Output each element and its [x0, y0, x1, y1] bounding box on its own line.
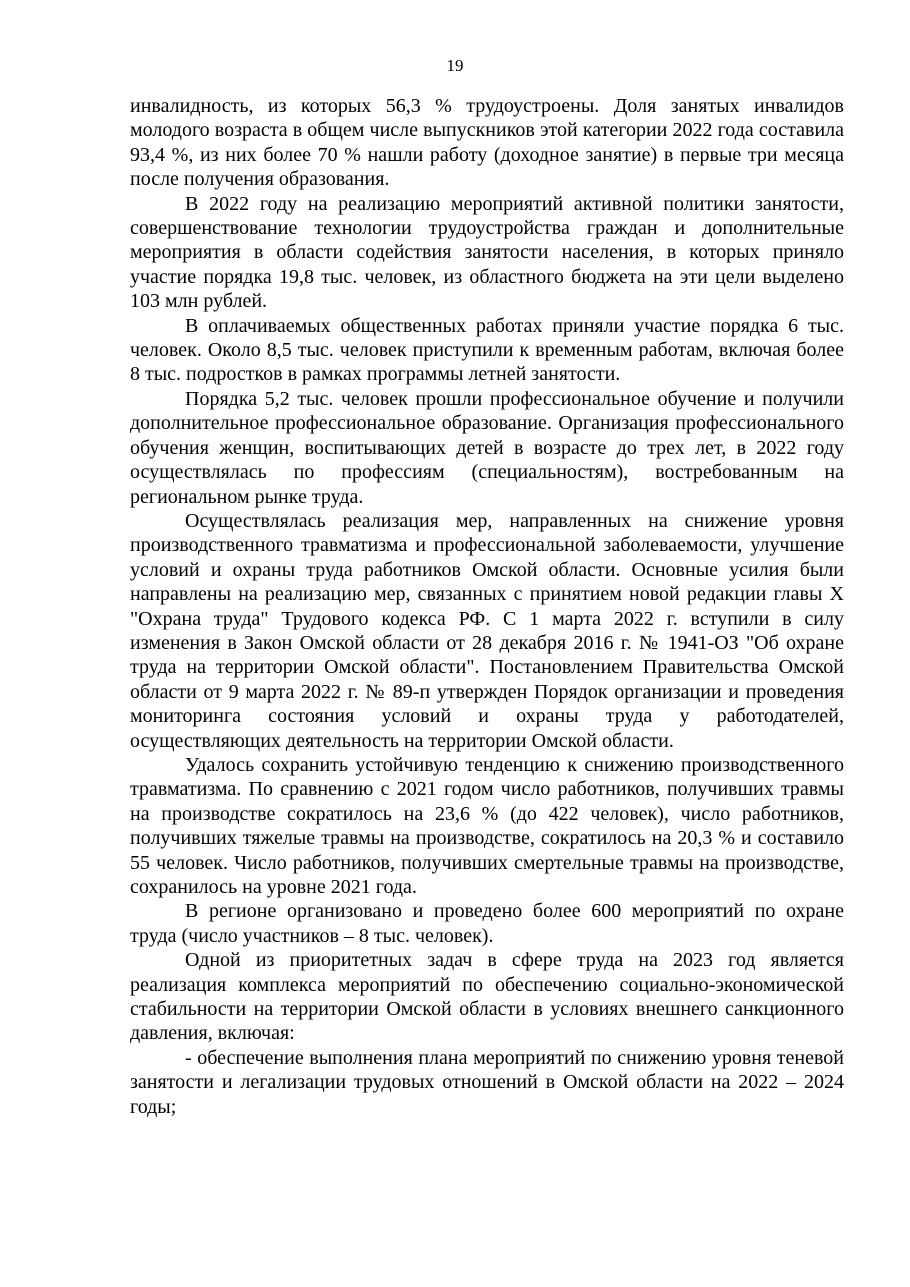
paragraph-disability-employment: инвалидность, из которых 56,3 % трудоустроены. Доля занятых инвалидов молодого возраста в общем числе выпускников этой категории 2022 года составила 93,4 %, из них более 70 % нашли работу (доходное занятие) в первые три месяца после получения образования. [130, 95, 844, 191]
paragraph-public-works: В оплачиваемых общественных работах приняли участие порядка 6 тыс. человек. Около 8,5 тыс. человек приступили к временным работам, включая более 8 тыс. подростков в рамках программы летней занятости. [130, 314, 844, 386]
paragraph-injury-reduction: Удалось сохранить устойчивую тенденцию к снижению производственного травматизма. По сравнению с 2021 годом число работников, получивших травмы на производстве сократилось на 23,6 % (до 422 человек), число работников, получивших тяжелые травмы на производстве, сократилось на 20,3 % и составило 55 человек. Число работников, получивших смертельные травмы на производстве, сохранилось на уровне 2021 года. [130, 753, 844, 898]
paragraph-safety-events: В регионе организовано и проведено более 600 мероприятий по охране труда (число участников – 8 тыс. человек). [130, 900, 844, 947]
paragraph-active-employment-policy: В 2022 году на реализацию мероприятий активной политики занятости, совершенствование технологии трудоустройства граждан и дополнительные мероприятия в области содействия занятости населения, в которых приняло участие порядка 19,8 тыс. человек, из областного бюджета на эти цели выделено 103 млн рублей. [130, 192, 844, 313]
list-item-shadow-employment: - обеспечение выполнения плана мероприятий по снижению уровня теневой занятости и легализации трудовых отношений в Омской области на 2022 – 2024 годы; [130, 1046, 844, 1118]
paragraph-priority-tasks-2023: Одной из приоритетных задач в сфере труда на 2023 год является реализация комплекса мероприятий по обеспечению социально-экономической стабильности на территории Омской области в условиях внешнего санкционного давления, включая: [130, 949, 844, 1045]
paragraph-professional-training: Порядка 5,2 тыс. человек прошли профессиональное обучение и получили дополнительное профессиональное образование. Организация профессионального обучения женщин, воспитывающих детей в возрасте до трех лет, в 2022 году осуществлялась по профессиям (специальностям), востребованным на региональном рынке труда. [130, 387, 844, 508]
page-number: 19 [446, 56, 464, 75]
page-body [130, 94, 844, 1119]
paragraph-labor-safety-measures: Осуществлялась реализация мер, направленных на снижение уровня производственного травматизма и профессиональной заболеваемости, улучшение условий и охраны труда работников Омской области. Основные усилия были направлены на реализацию мер, связанных с принятием новой редакции главы X "Охрана труда" Трудового кодекса РФ. С 1 марта 2022 г. вступили в силу изменения в Закон Омской области от 28 декабря 2016 г. № 1941-ОЗ "Об охране труда на территории Омской области". Постановлением Правительства Омской области от 9 марта 2022 г. № 89-п утвержден Порядок организации и проведения мониторинга состояния условий и охраны труда у работодателей, осуществляющих деятельность на территории Омской области. [130, 509, 844, 752]
